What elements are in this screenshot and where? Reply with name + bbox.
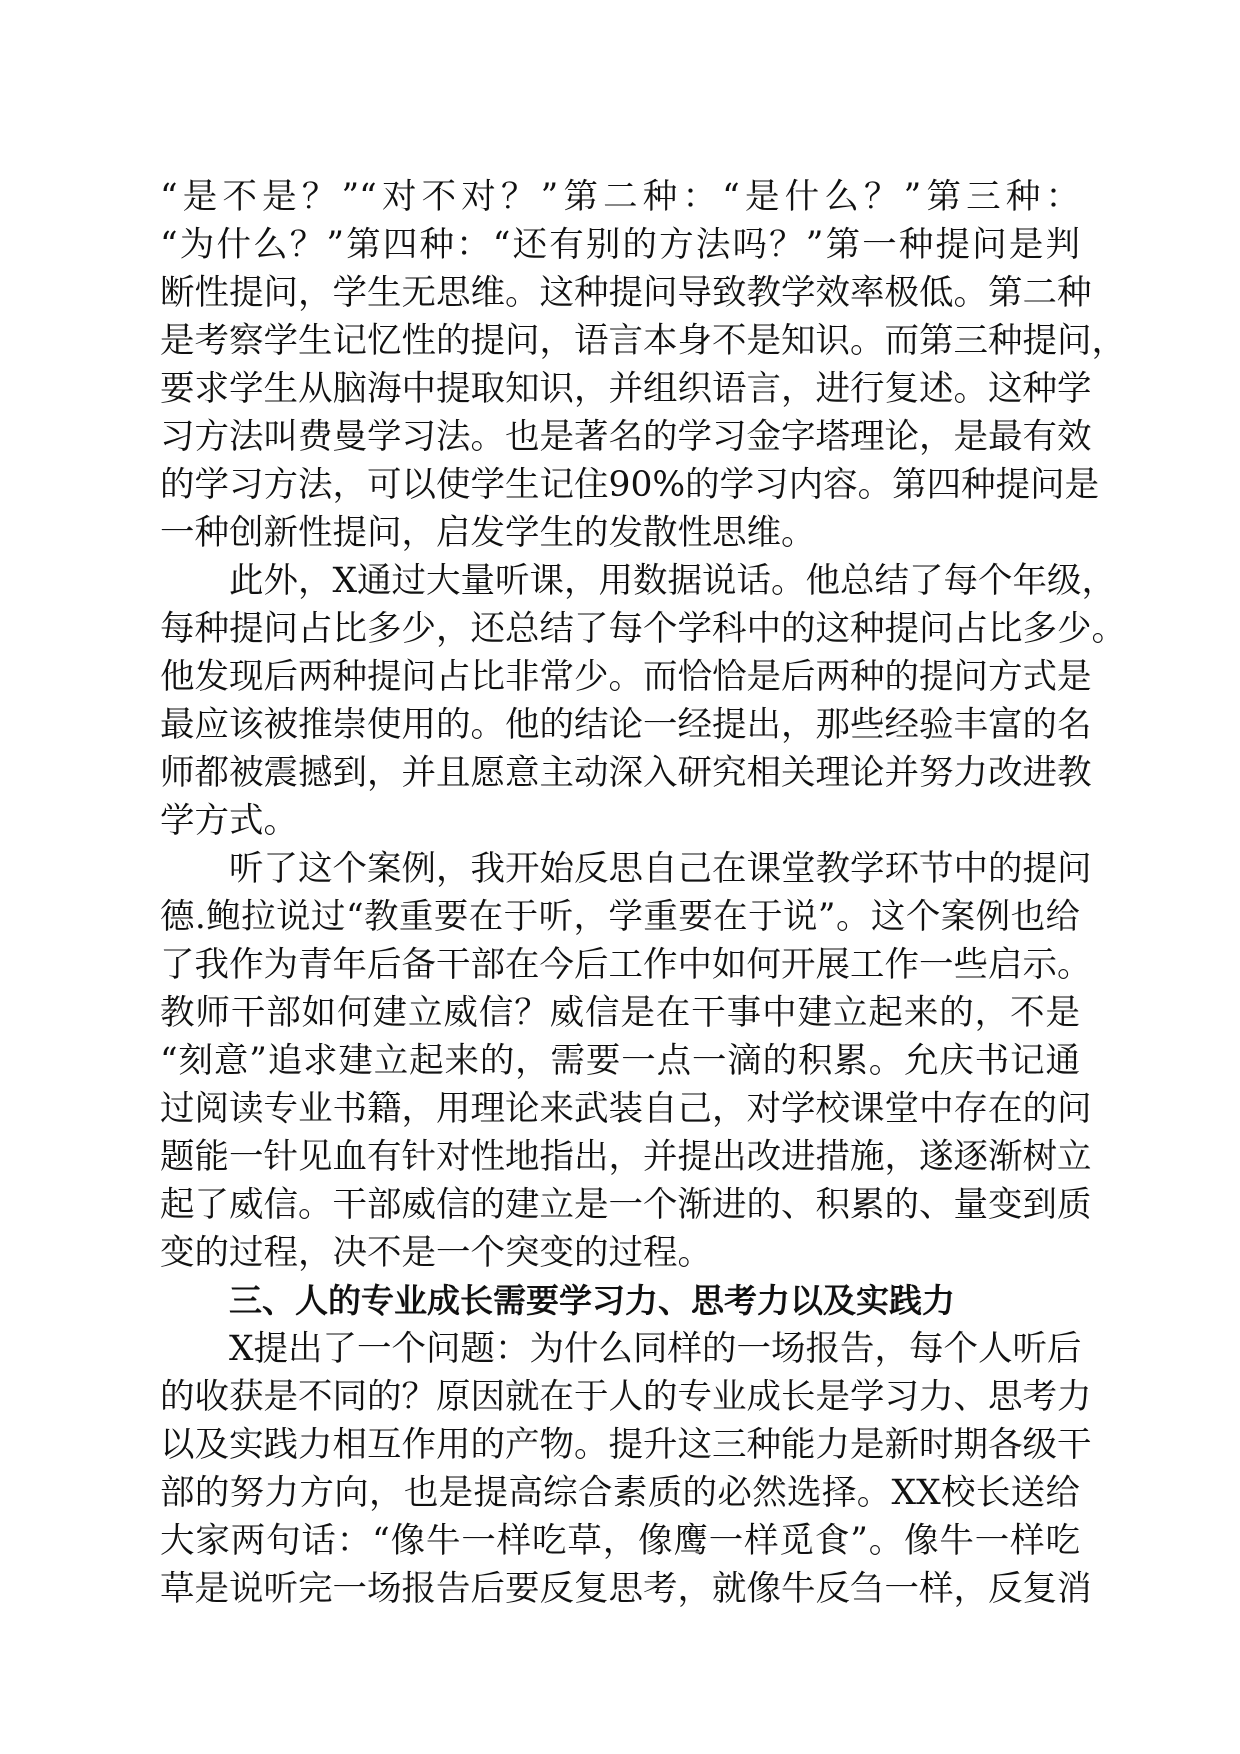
text-line: 每种提问占比多少，还总结了每个学科中的这种提问占比多少。: [160, 609, 1126, 649]
section-heading: 三、人的专业成长需要学习力、思考力以及实践力: [229, 1281, 955, 1320]
text-line: 此外，X通过大量听课，用数据说话。他总结了每个年级，: [229, 561, 1117, 601]
text-line: 他发现后两种提问占比非常少。而恰恰是后两种的提问方式是: [160, 657, 1092, 697]
text-line: “为什么？”第四种：“还有别的方法吗？”第一种提问是判: [160, 225, 1080, 265]
text-line: 部的努力方向，也是提高综合素质的必然选择。XX校长送给: [160, 1473, 1080, 1513]
text-line: 大家两句话：“像牛一样吃草，像鹰一样觅食”。像牛一样吃: [160, 1521, 1080, 1561]
text-line: 了我作为青年后备干部在今后工作中如何开展工作一些启示。: [160, 945, 1092, 985]
text-line: 听了这个案例，我开始反思自己在课堂教学环节中的提问: [229, 849, 1092, 889]
text-line: 变的过程，决不是一个突变的过程。: [160, 1233, 712, 1273]
text-line: 最应该被推崇使用的。他的结论一经提出，那些经验丰富的名: [160, 705, 1092, 745]
text-line: 是考察学生记忆性的提问，语言本身不是知识。而第三种提问，: [160, 321, 1126, 361]
text-line: 以及实践力相互作用的产物。提升这三种能力是新时期各级干: [160, 1425, 1092, 1465]
text-line: “刻意”追求建立起来的，需要一点一滴的积累。允庆书记通: [160, 1041, 1080, 1081]
text-line: 起了威信。干部威信的建立是一个渐进的、积累的、量变到质: [160, 1185, 1092, 1225]
text-line: 的收获是不同的？原因就在于人的专业成长是学习力、思考力: [160, 1377, 1092, 1417]
text-line: 师都被震撼到，并且愿意主动深入研究相关理论并努力改进教: [160, 753, 1092, 793]
text-line: 习方法叫费曼学习法。也是著名的学习金字塔理论，是最有效: [160, 417, 1092, 457]
text-line: 过阅读专业书籍，用理论来武装自己，对学校课堂中存在的问: [160, 1089, 1092, 1129]
text-line: 的学习方法，可以使学生记住90%的学习内容。第四种提问是: [160, 465, 1100, 505]
text-line: 要求学生从脑海中提取知识，并组织语言，进行复述。这种学: [160, 369, 1092, 409]
text-line: 学方式。: [160, 801, 298, 841]
text-line: 断性提问，学生无思维。这种提问导致教学效率极低。第二种: [160, 273, 1092, 313]
text-line: X提出了一个问题：为什么同样的一场报告，每个人听后: [229, 1329, 1082, 1369]
text-line: 德.鲍拉说过“教重要在于听，学重要在于说”。这个案例也给: [160, 897, 1080, 937]
text-line: “是不是？”“对不对？”第二种：“是什么？”第三种：: [160, 177, 1080, 217]
text-line: 一种创新性提问，启发学生的发散性思维。: [160, 513, 816, 553]
text-line: 题能一针见血有针对性地指出，并提出改进措施，遂逐渐树立: [160, 1137, 1092, 1177]
text-line: 草是说听完一场报告后要反复思考，就像牛反刍一样，反复消: [160, 1569, 1092, 1609]
text-line: 教师干部如何建立威信？威信是在干事中建立起来的，不是: [160, 993, 1080, 1033]
